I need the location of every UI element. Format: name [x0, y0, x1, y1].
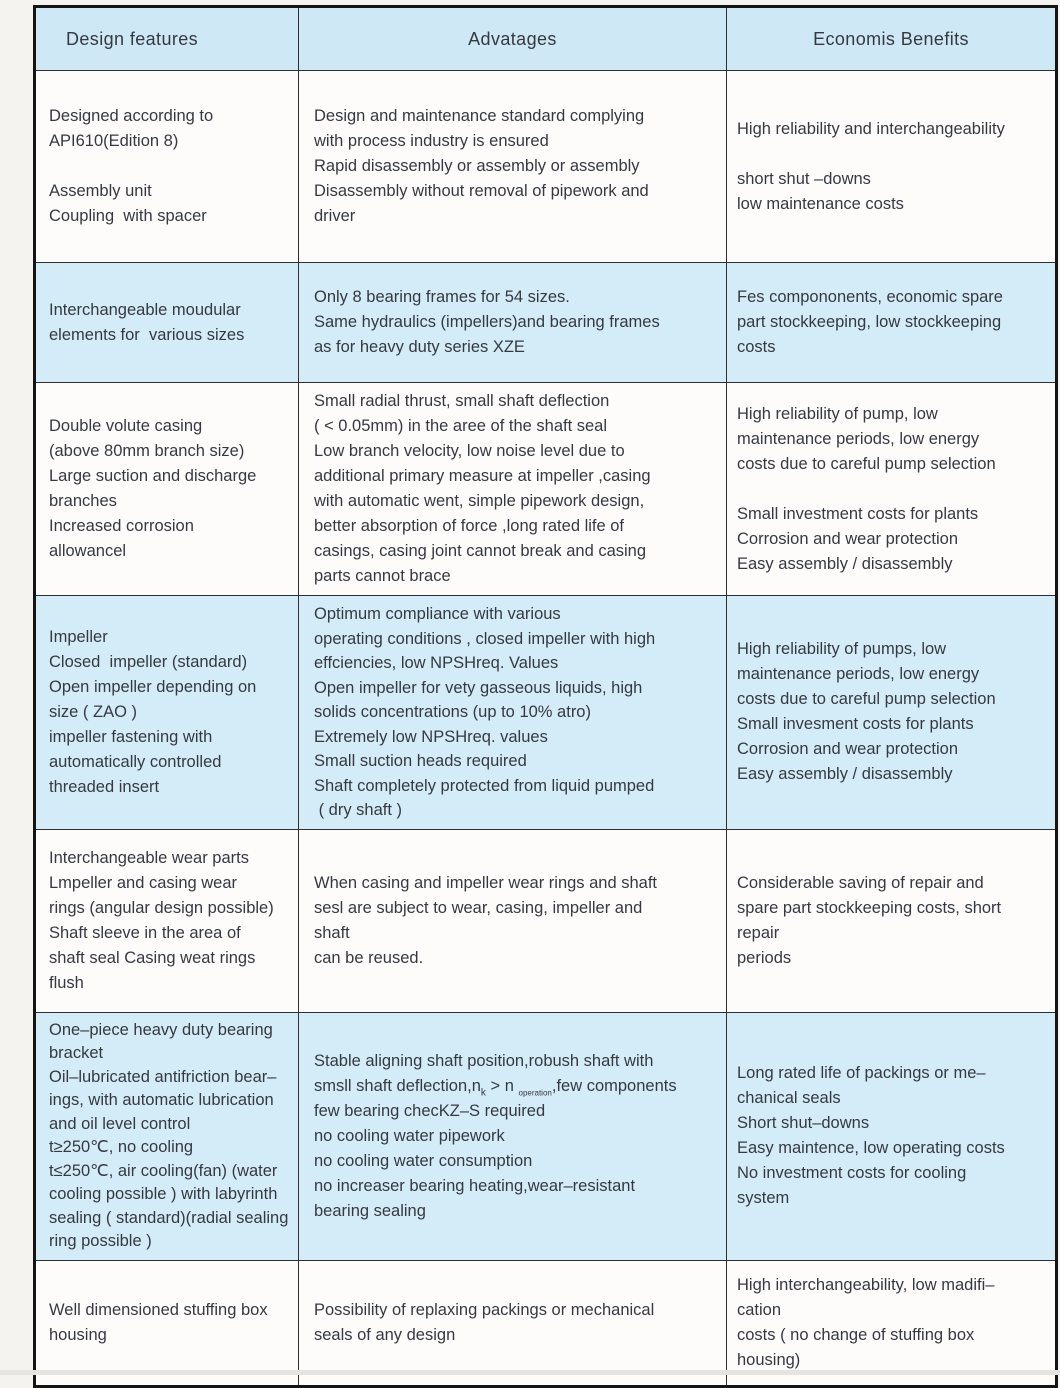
cell-advantages-r3 [299, 383, 727, 596]
text-line: cation [737, 1300, 782, 1319]
text-line: ( < 0.05mm) in the aree of the shaft seal [314, 417, 608, 435]
subscript-k: k [480, 1086, 486, 1098]
text-line: operating conditions , closed impeller with high [314, 629, 656, 648]
text-line: sesl are subject to wear, casing, impeller and [314, 898, 643, 917]
cell-text [737, 402, 1051, 577]
text-line: Easy maintence, low operating costs [737, 1139, 1005, 1157]
text-line: Possibility of replaxing packings or mechanical [314, 1300, 655, 1319]
cell-advantages-r6 [299, 1012, 727, 1260]
text-line: Double volute casing [49, 417, 203, 435]
text-line: with process industry is ensured [314, 132, 549, 150]
text-line: When casing and impeller wear rings and shaft [314, 873, 658, 892]
cell-benefits-r1 [727, 71, 1057, 263]
cell-benefits-r2 [727, 263, 1057, 383]
text-line: impeller fastening with [49, 727, 213, 746]
cell-text [737, 637, 1051, 787]
text-line: Open impeller depending on [49, 677, 257, 696]
text-line: ings, with automatic lubrication [49, 1091, 274, 1109]
cell-benefits-r4 [727, 596, 1057, 830]
text-line: cooling possible ) with labyrinth [49, 1185, 278, 1203]
cell-text [737, 285, 1051, 360]
text-line: system [737, 1189, 790, 1207]
cell-benefits-r7 [727, 1260, 1057, 1386]
text-line: Long rated life of packings or me– [737, 1064, 986, 1082]
text-line: shaft [314, 923, 350, 942]
text-line: flush [49, 973, 84, 992]
text-line: automatically controlled [49, 752, 222, 771]
text-line: and oil level control [49, 1114, 191, 1133]
text-line: no cooling water pipework [314, 1126, 505, 1145]
text-line: few bearing checKZ–S required [314, 1101, 546, 1120]
text-line: spare part stockkeeping costs, short [737, 898, 1002, 917]
text-line: seals of any design [314, 1325, 456, 1344]
text-line: One–piece heavy duty bearing [49, 1020, 273, 1039]
features-advantages-benefits-table [33, 5, 1058, 1388]
text-line: Small investment costs for plants [737, 504, 979, 523]
text-line: threaded insert [49, 777, 160, 796]
text-line: Considerable saving of repair and [737, 873, 984, 892]
text-line: as for heavy duty series XZE [314, 338, 525, 356]
cell-advantages-r2 [299, 263, 727, 383]
text-line: Designed according to [49, 107, 214, 125]
text-line: Well dimensioned stuffing box [49, 1300, 268, 1319]
text-line: sealing ( standard)(radial sealing [49, 1208, 289, 1227]
text-line: Oil–lubricated antifriction bear– [49, 1067, 277, 1086]
text-line: effciencies, low NPSHreq. Values [314, 654, 559, 672]
text-line: rings (angular design possible) [49, 898, 274, 917]
cell-text-rest [314, 1099, 720, 1224]
text-line: no cooling water consumption [314, 1151, 533, 1170]
text-line: Corrosion and wear protection [737, 529, 959, 548]
text-line: Shaft completely protected from liquid pumped [314, 776, 655, 795]
text-line: periods [737, 948, 792, 967]
text-line: Fes compononents, economic spare [737, 288, 1003, 306]
table-row [35, 71, 1057, 263]
text-line: Small invesment costs for plants [737, 715, 974, 734]
text-line: costs due to careful pump selection [737, 690, 996, 709]
subscript-operation: operation [518, 1087, 552, 1097]
text-segment: > n [485, 1076, 519, 1095]
cell-benefits-r6 [727, 1012, 1057, 1260]
text-line: Coupling with spacer [49, 207, 207, 225]
table-row [35, 829, 1057, 1012]
cell-text [49, 414, 294, 564]
text-line: Small suction heads required [314, 752, 527, 770]
text-line: elements for various sizes [49, 325, 245, 344]
text-line: parts cannot brace [314, 567, 451, 585]
text-line: t≤250℃, air cooling(fan) (water [49, 1161, 278, 1180]
cell-text [737, 1061, 1051, 1211]
text-line: Shaft sleeve in the area of [49, 923, 241, 942]
text-line: repair [737, 923, 780, 942]
text-segment: smsll shaft deflection,n [314, 1076, 481, 1095]
text-line: driver [314, 207, 356, 225]
text-line: branches [49, 492, 117, 510]
cell-benefits-r3 [727, 383, 1057, 596]
text-line: Easy assembly / disassembly [737, 765, 953, 784]
text-line [737, 477, 1051, 502]
cell-advantages-r5 [299, 829, 727, 1012]
text-line: Assembly unit [49, 182, 152, 200]
cell-text [314, 104, 720, 229]
text-line: No investment costs for cooling [737, 1164, 967, 1182]
table-row [35, 383, 1057, 596]
cell-text [49, 104, 294, 229]
text-line: can be reused. [314, 948, 424, 967]
cell-text [737, 117, 1051, 217]
text-line: API610(Edition 8) [49, 132, 179, 150]
header-advantages: Advatages [299, 7, 727, 71]
text-line: with automatic went, simple pipework design, [314, 492, 645, 510]
text-line: Impeller [49, 627, 108, 646]
page-edge-strip [0, 1370, 1060, 1375]
text-line: Corrosion and wear protection [737, 740, 959, 759]
table-row [35, 1260, 1057, 1386]
cell-text [314, 389, 720, 589]
cell-features-r6 [35, 1012, 299, 1260]
text-line: ring possible ) [49, 1232, 152, 1250]
text-line: size ( ZAO ) [49, 702, 138, 721]
text-line: bearing sealing [314, 1201, 426, 1220]
cell-text [314, 602, 720, 823]
text-line [737, 142, 1051, 167]
cell-features-r3 [35, 383, 299, 596]
cell-text [49, 625, 294, 800]
header-economic-benefits: Economis Benefits [727, 7, 1057, 71]
header-design-features: Design features [35, 7, 299, 71]
text-line: Interchangeable wear parts [49, 848, 249, 867]
text-line: additional primary measure at impeller ,casing [314, 467, 651, 485]
text-line: better absorption of force ,long rated life of [314, 517, 625, 535]
cell-benefits-r5 [727, 829, 1057, 1012]
text-line: Closed impeller (standard) [49, 652, 248, 671]
text-line: Interchangeable moudular [49, 300, 241, 319]
text-line: allowancel [49, 542, 127, 560]
cell-features-r1 [35, 71, 299, 263]
text-line: shaft seal Casing weat rings [49, 948, 256, 967]
cell-advantages-r7 [299, 1260, 727, 1386]
cell-text [314, 1049, 720, 1224]
text-line: Easy assembly / disassembly [737, 554, 953, 573]
text-line: solids concentrations (up to 10% atro) [314, 703, 591, 721]
text-line: Stable aligning shaft position,robush shaft with [314, 1051, 654, 1070]
cell-features-r5 [35, 829, 299, 1012]
text-line: bracket [49, 1044, 104, 1062]
text-line: High interchangeability, low madifi– [737, 1275, 995, 1294]
text-line: maintenance periods, low energy [737, 429, 980, 448]
text-line: Same hydraulics (impellers)and bearing frames [314, 313, 660, 331]
text-line: Large suction and discharge [49, 467, 257, 485]
header-row [35, 7, 1057, 71]
cell-text [314, 285, 720, 360]
formula-line [314, 1074, 720, 1099]
text-line: Optimum compliance with various [314, 605, 561, 623]
text-line: Open impeller for vety gasseous liquids, high [314, 678, 643, 697]
text-line: Rapid disassembly or assembly or assembly [314, 157, 640, 175]
cell-text [49, 298, 294, 348]
cell-text [49, 1019, 294, 1254]
text-line: housing [49, 1325, 107, 1344]
text-line: Increased corrosion [49, 517, 194, 535]
text-line: Only 8 bearing frames for 54 sizes. [314, 288, 570, 306]
text-line: (above 80mm branch size) [49, 442, 245, 460]
text-line: casings, casing joint cannot break and casing [314, 542, 647, 560]
text-line: Small radial thrust, small shaft deflection [314, 392, 610, 410]
cell-text [314, 1298, 720, 1348]
text-line: short shut –downs [737, 169, 871, 188]
text-line: Extremely low NPSHreq. values [314, 727, 548, 746]
cell-advantages-r4 [299, 596, 727, 830]
cell-text [737, 871, 1051, 971]
cell-features-r7 [35, 1260, 299, 1386]
text-line: High reliability and interchangeability [737, 119, 1005, 138]
text-line: Short shut–downs [737, 1114, 870, 1132]
cell-text [737, 1273, 1051, 1373]
text-line: Disassembly without removal of pipework and [314, 182, 649, 200]
text-line: maintenance periods, low energy [737, 665, 980, 684]
text-line: part stockkeeping, low stockkeeping [737, 313, 1002, 331]
text-line: Low branch velocity, low noise level due to [314, 442, 625, 460]
text-line: High reliability of pumps, low [737, 640, 947, 659]
text-line: t≥250℃, no cooling [49, 1138, 194, 1156]
cell-text [49, 846, 294, 996]
cell-features-r2 [35, 263, 299, 383]
text-line: low maintenance costs [737, 194, 904, 213]
cell-features-r4 [35, 596, 299, 830]
cell-advantages-r1 [299, 71, 727, 263]
table-row [35, 596, 1057, 830]
text-line: ( dry shaft ) [314, 801, 403, 819]
text-line: chanical seals [737, 1089, 841, 1107]
text-line [49, 154, 294, 179]
text-line: Lmpeller and casing wear [49, 873, 238, 892]
text-line: costs ( no change of stuffing box [737, 1325, 975, 1344]
cell-text [49, 1298, 294, 1348]
text-line: housing) [737, 1350, 801, 1369]
text-line: costs [737, 338, 776, 356]
text-line: High reliability of pump, low [737, 404, 938, 423]
text-segment: ,few components [551, 1076, 677, 1095]
text-line: Design and maintenance standard complying [314, 107, 645, 125]
text-line: no increaser bearing heating,wear–resistant [314, 1176, 636, 1195]
text-line: costs due to careful pump selection [737, 454, 996, 473]
cell-text [314, 871, 720, 971]
table-row [35, 263, 1057, 383]
table-row [35, 1012, 1057, 1260]
